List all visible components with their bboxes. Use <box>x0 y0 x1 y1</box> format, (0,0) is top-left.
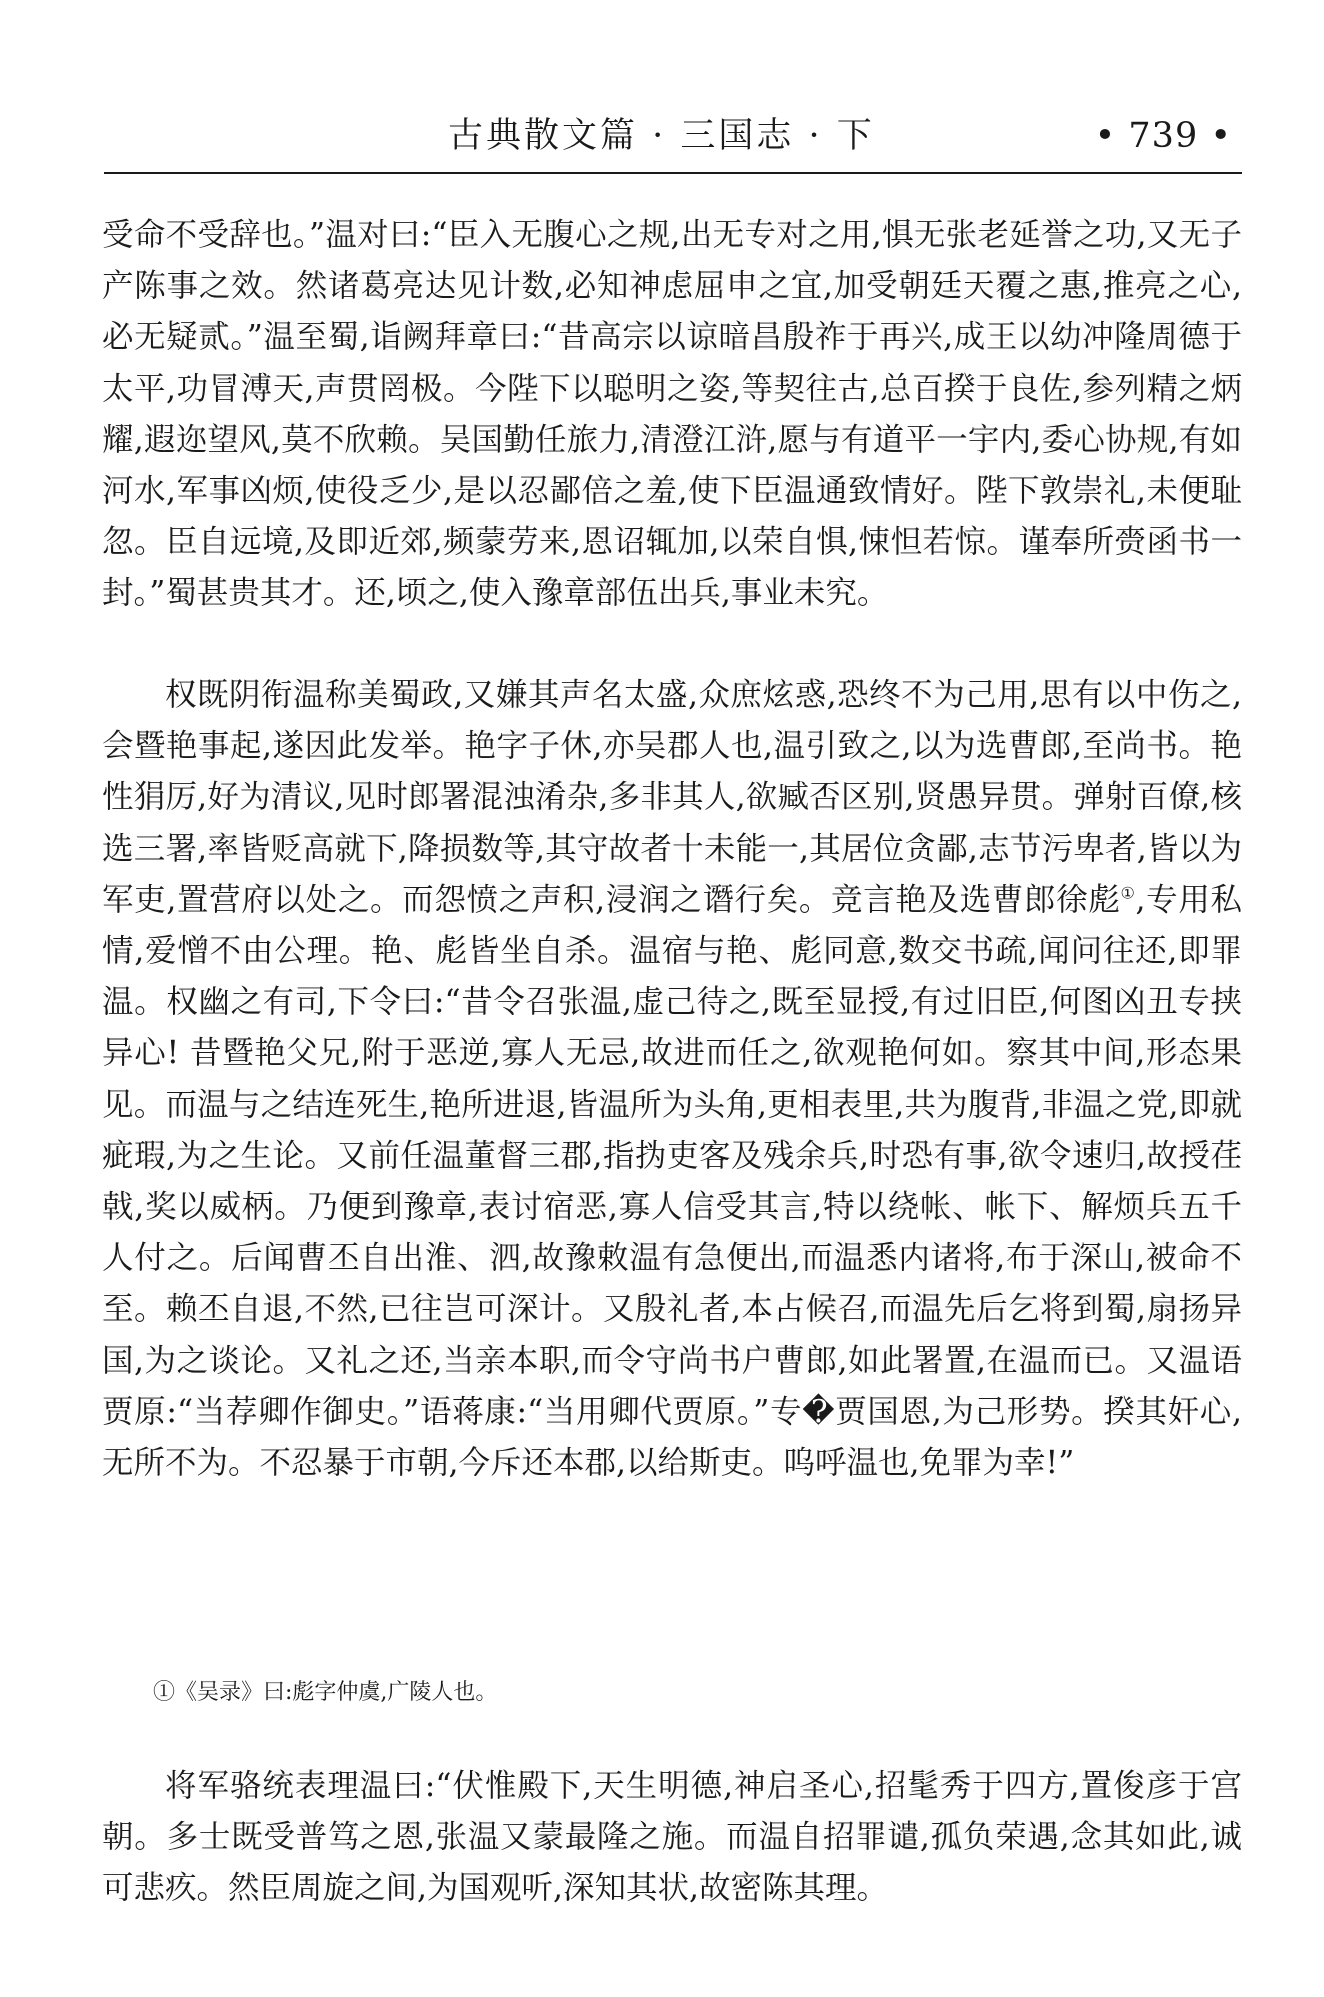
running-header-title: 古典散文篇 · 三国志 · 下 <box>448 116 875 156</box>
footnote: ①《吴录》曰:彪字仲虞,广陵人也。 <box>153 1680 498 1705</box>
main-text <box>102 210 1242 1540</box>
paragraph-2-part-1: 权既阴衔温称美蜀政,又嫌其声名太盛,众庶炫惑,恐终不为己用,思有以中伤之,会暨艳事起,遂因此发举。艳字子休,亦吴郡人也,温引致之,以为选曹郎,至尚书。艳性狷厉,好为清议,见时郎署混浊淆杂,多非其人,欲臧否区别,贤愚异贯。弹射百僚,核选三署,率皆贬高就下,降损数等,其守故者十未能一,其居位贪鄙,志节污卑者,皆以为军吏,置营府以处之。而怨愤之声积,浸润之谮行矣。竞言艳及选曹郎徐彪 <box>102 677 1242 918</box>
running-header <box>104 112 1242 172</box>
paragraph-3: 将军骆统表理温曰:“伏惟殿下,天生明德,神启圣心,招髦秀于四方,置俊彦于宫朝。多士既受普笃之恩,张温又蒙最隆之施。而温自招罪谴,孤负荣遇,念其如此,诚可悲疚。然臣周旋之间,为国观听,深知其状,故密陈其理。 <box>102 1768 1242 1907</box>
page-number: • 739 • <box>1094 116 1232 156</box>
header-rule <box>104 172 1242 174</box>
paragraph-2-part-2: ,专用私情,爱憎不由公理。艳、彪皆坐自杀。温宿与艳、彪同意,数交书疏,闻问往还,即罪温。权幽之有司,下令曰:“昔令召张温,虚己待之,既至显授,有过旧臣,何图凶丑专挟异心! 昔暨艳父兄,附于恶逆,寡人无忌,故进而任之,欲观艳何如。察其中间,形态果见。而温与之结连死生,艳所进退,皆温所为头角,更相表里,共为腹背,非温之党,即就疵瑕,为之生论。又前任温董督三郡,指㧑吏客及残余兵,时恐有事,欲令速归,故授荏戟,奖以威柄。乃便到豫章,表讨宿恶,寡人信受其言,特以绕帐、帐下、解烦兵五千人付之。后闻曹丕自出淮、泗,故豫敕温有急便出,而温悉内诸将,布于深山,被命不至。赖丕自退,不然,已往岂可深计。又殷礼者,本占候召,而温先后乞将到蜀,扇扬异国,为之谈论。又礼之还,当亲本职,而令守尚书户曹郎,如此署置,在温而已。又温语贾原:“当荐卿作御史。”语蒋康:“当用卿代贾原。”专�贾国恩,为己形势。揆其奸心,无所不为。不忍暴于市朝,今斥还本郡,以给斯吏。呜呼温也,免罪为幸!” <box>102 881 1243 1482</box>
footnote-marker: ① <box>1120 883 1136 903</box>
paragraph-1: 受命不受辞也。”温对曰:“臣入无腹心之规,出无专对之用,惧无张老延誉之功,又无子产陈事之效。然诸葛亮达见计数,必知神虑屈申之宜,加受朝廷天覆之惠,推亮之心,必无疑贰。”温至蜀,诣阙拜章曰:“昔高宗以谅暗昌殷祚于再兴,成王以幼冲隆周德于太平,功冒溥天,声贯罔极。今陛下以聪明之姿,等契往古,总百揆于良佐,参列精之炳耀,遐迩望风,莫不欣赖。吴国勤任旅力,清澄江浒,愿与有道平一宇内,委心协规,有如河水,军事凶烦,使役乏少,是以忍鄙倍之羞,使下臣温通致情好。陛下敦崇礼,未便耻忽。臣自远境,及即近郊,频蒙劳来,恩诏辄加,以荣自惧,悚怛若惊。谨奉所赍函书一封。”蜀甚贵其才。还,顷之,使入豫章部伍出兵,事业未究。 <box>102 217 1242 612</box>
paragraph-2 <box>102 670 1242 1540</box>
paragraph-3-block <box>102 1761 1242 1915</box>
